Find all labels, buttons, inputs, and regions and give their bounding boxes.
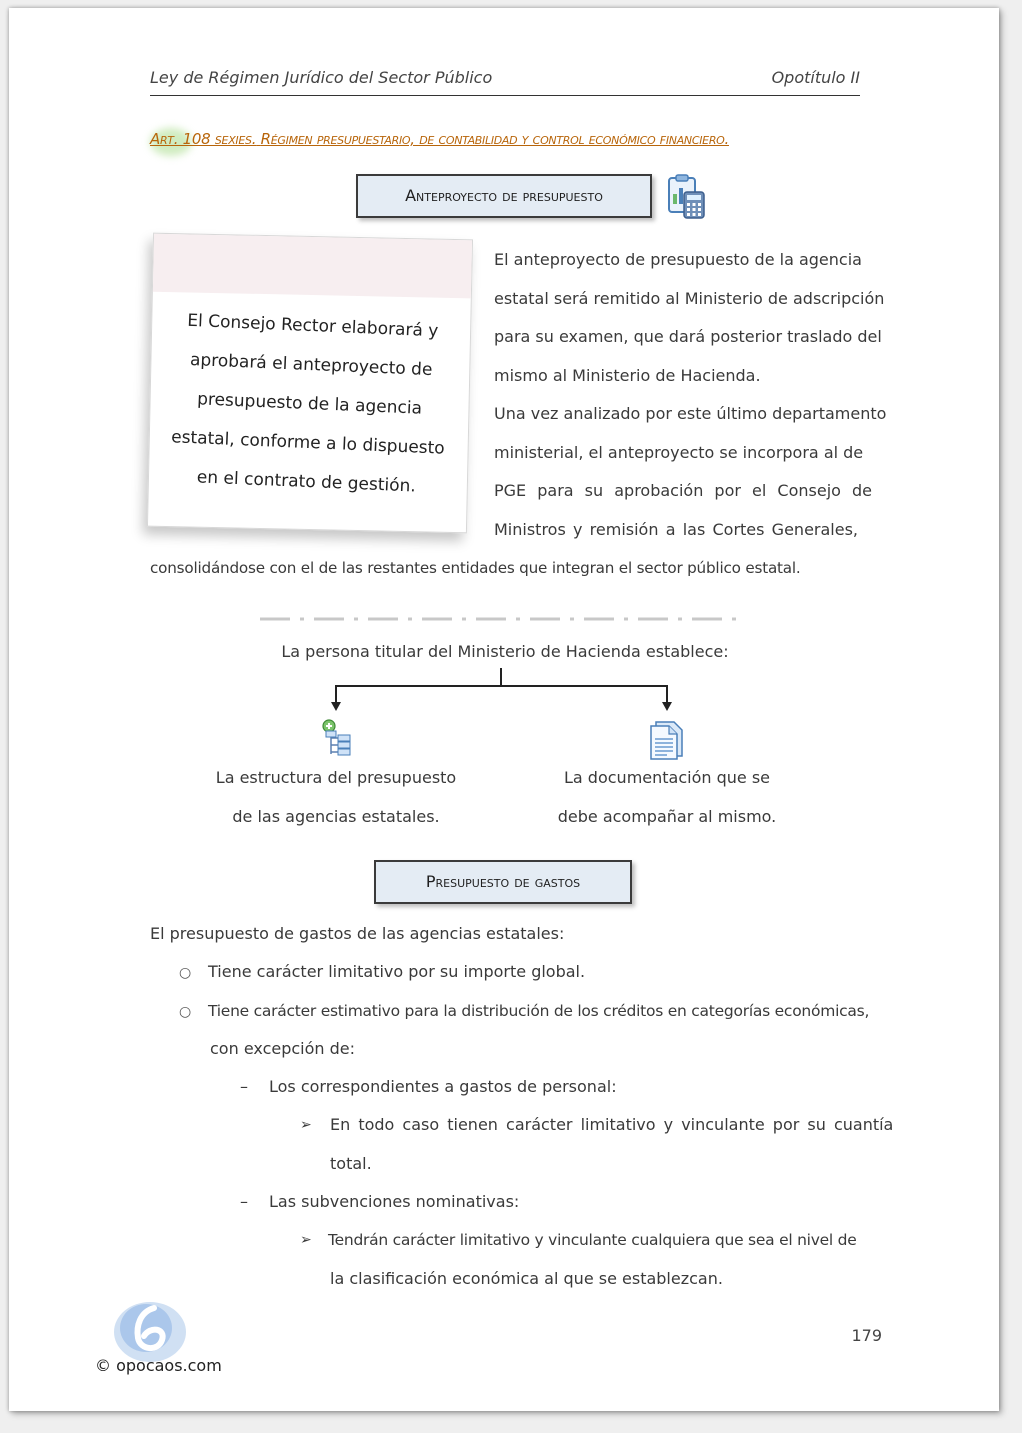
logo-text: © opocaos.com	[95, 1356, 222, 1375]
section-title-anteproyecto: Anteproyecto de presupuesto	[356, 174, 652, 218]
header-rule	[150, 95, 860, 96]
diagram-left-line: La estructura del presupuesto	[215, 768, 457, 787]
arrow-item: Tendrán carácter limitativo y vinculante cualquiera que sea el nivel de	[328, 1231, 857, 1249]
header-title: Ley de Régimen Jurídico del Sector Público	[150, 68, 493, 87]
bullet-circle: ○	[179, 1004, 192, 1020]
arrow-item: En todo caso tienen carácter limitativo y vinculante por su cuantía	[330, 1115, 894, 1134]
diagram-connector	[330, 666, 675, 714]
paragraph-line: mismo al Ministerio de Hacienda.	[494, 365, 761, 385]
paragraph-line: PGE para su aprobación por el Consejo de	[494, 481, 873, 500]
note-tape	[153, 234, 472, 299]
diagram-heading: La persona titular del Ministerio de Hacienda establece:	[281, 642, 729, 661]
note-text	[165, 301, 455, 508]
anteproyecto-paragraph	[494, 241, 887, 551]
diagram-right-line: debe acompañar al mismo.	[557, 806, 777, 826]
arrow-item-continuation: la clasificación económica al que se establezcan.	[330, 1269, 723, 1288]
arrow-bullet: ➢	[300, 1117, 312, 1133]
hierarchy-add-icon	[320, 718, 356, 758]
note-line: presupuesto de la agencia	[196, 389, 423, 419]
bullet-item-continuation: con excepción de:	[210, 1039, 356, 1058]
diagram-left-text	[196, 759, 476, 836]
bullet-item: Tiene carácter estimativo para la distribución de los créditos en categorías económicas,	[208, 1002, 870, 1020]
paragraph-line: ministerial, el anteproyecto se incorpora al de	[494, 442, 864, 462]
note-line: aprobará el anteproyecto de	[189, 349, 433, 381]
article-prefix: Art. 108 sexies.	[150, 130, 257, 148]
calculator-clipboard-icon	[664, 174, 710, 220]
gastos-intro: El presupuesto de gastos de las agencias estatales:	[150, 924, 565, 943]
header-chapter: Opotítulo II	[771, 68, 860, 87]
paragraph-line: El anteproyecto de presupuesto de la agencia	[494, 250, 862, 269]
diagram-left-line: de las agencias estatales.	[232, 806, 440, 826]
page-number: 179	[851, 1326, 882, 1345]
article-title	[150, 130, 862, 148]
arrow-item-continuation: total.	[330, 1154, 372, 1173]
note-line: estatal, conforme a lo dispuesto	[170, 427, 446, 459]
note-line: El Consejo Rector elaborará y	[186, 310, 439, 342]
arrow-bullet: ➢	[300, 1232, 312, 1248]
sticky-note	[147, 233, 473, 534]
bullet-item: Tiene carácter limitativo por su importe global.	[208, 962, 586, 981]
dash-bullet: –	[240, 1192, 248, 1211]
diagram-right-line: La documentación que se	[564, 768, 770, 787]
dash-bullet: –	[240, 1077, 248, 1096]
paragraph-last-line: consolidándose con el de las restantes entidades que integran el sector público estatal.	[150, 559, 801, 577]
paragraph-line: para su examen, que dará posterior traslado del	[494, 327, 882, 346]
section-title-gastos: Presupuesto de gastos	[374, 860, 632, 904]
dash-item: Los correspondientes a gastos de personal:	[269, 1077, 617, 1096]
paragraph-line: estatal será remitido al Ministerio de adscripción	[494, 288, 885, 308]
dash-item: Las subvenciones nominativas:	[269, 1192, 520, 1211]
article-heading: Régimen presupuestario, de contabilidad y control económico financiero.	[260, 130, 729, 148]
bullet-circle: ○	[179, 965, 192, 981]
note-line: en el contrato de gestión.	[196, 467, 417, 497]
document-icon	[648, 718, 688, 760]
paragraph-line: Ministros y remisión a las Cortes Generales,	[494, 519, 858, 539]
dashed-separator	[260, 606, 745, 610]
diagram-right-text	[532, 759, 802, 836]
paragraph-line: Una vez analizado por este último departamento	[494, 404, 887, 423]
